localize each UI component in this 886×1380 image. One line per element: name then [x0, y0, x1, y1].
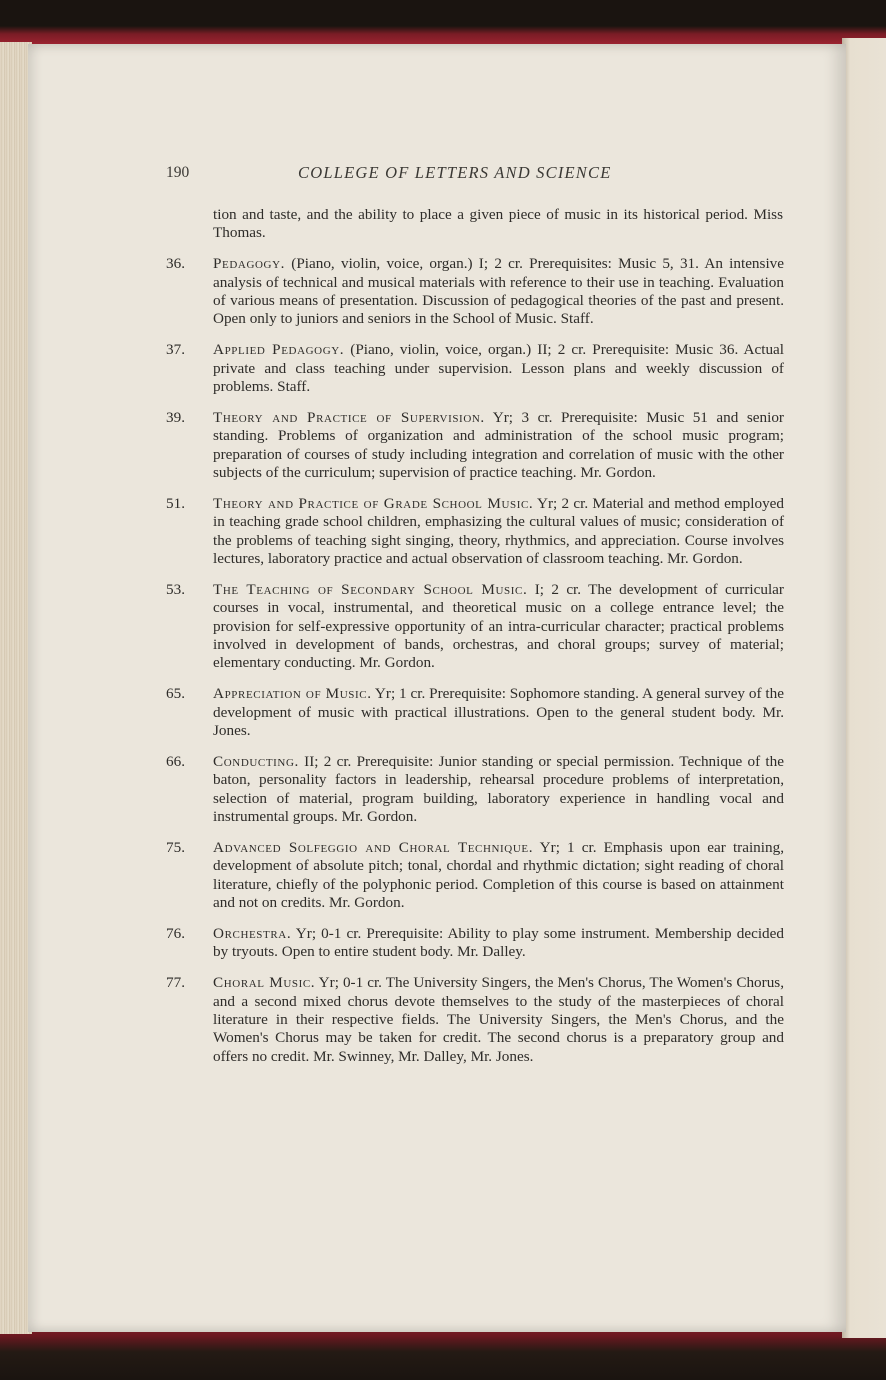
- course-entry: [166, 753, 786, 827]
- course-text: (Piano, violin, voice, organ.) I; 2 cr. Prerequisites: Music 5, 31. An intensive analysis of technical and musical materials with reference to their use in teaching. Evaluation of various means of presentation. Discussion of pedagogical theories of the past and present. Open only to juniors and seniors in the School of Music. Staff.: [213, 255, 784, 328]
- book-cover-top: [0, 0, 886, 50]
- course-number: 53.: [166, 580, 185, 598]
- course-description: [213, 753, 784, 827]
- course-title: The Teaching of Secondary School Music.: [213, 580, 528, 598]
- course-number: 51.: [166, 494, 185, 512]
- continued-paragraph: tion and taste, and the ability to place a given piece of music in its historical period. Miss Thomas.: [213, 206, 783, 242]
- course-title: Conducting.: [213, 752, 299, 770]
- course-number: 66.: [166, 752, 185, 770]
- course-title: Pedagogy.: [213, 255, 286, 273]
- course-text: Yr; 0-1 cr. The University Singers, the Men's Chorus, The Women's Chorus, and a second mixed chorus devote themselves to the study of the masterpieces of choral literature in their respective fields. The University Singers, the Men's Chorus, and the Women's Chorus may be taken for credit. The second chorus is a preparatory group and offers no credit. Mr. Swinney, Mr. Dalley, Mr. Jones.: [213, 974, 784, 1065]
- course-text: (Piano, violin, voice, organ.) II; 2 cr. Prerequisite: Music 36. Actual private and class teaching under supervision. Lesson plans and weekly discussion of problems. Staff.: [213, 341, 784, 396]
- course-title: Choral Music.: [213, 974, 316, 992]
- course-number: 39.: [166, 408, 185, 426]
- course-description: [213, 341, 784, 396]
- course-title: Applied Pedagogy.: [213, 341, 345, 359]
- course-number: 76.: [166, 924, 185, 942]
- course-entry: [166, 409, 786, 483]
- course-text: Yr; 2 cr. Material and method employed in teaching grade school children, emphasizing the cultural values of music; consideration of the problems of teaching sight singing, theory, rhythmics, and appreciation. Course involves lectures, laboratory practice and actual observation of classroom teaching. Mr. Gordon.: [213, 494, 784, 568]
- course-title: Theory and Practice of Supervision.: [213, 408, 485, 426]
- course-entry: [166, 495, 786, 569]
- course-listing: [166, 206, 786, 1066]
- course-text: Yr; 1 cr. Prerequisite: Sophomore standing. A general survey of the development of music with practical illustrations. Open to the general student body. Mr. Jones.: [213, 685, 784, 740]
- course-number: 36.: [166, 255, 185, 273]
- course-description: [213, 255, 784, 329]
- course-text: I; 2 cr. The development of curricular courses in vocal, instrumental, and theoretical music on a college entrance level; the provision for self-expressive opportunity of an intra-curricular character; practical problems involved in development of bands, orchestras, and choral groups; survey of material; elementary conducting. Mr. Gordon.: [213, 580, 784, 672]
- course-entry: [166, 581, 786, 673]
- page-running-title: COLLEGE OF LETTERS AND SCIENCE: [298, 163, 612, 182]
- page-number: 190: [166, 164, 190, 181]
- course-description: [213, 685, 784, 740]
- course-number: 77.: [166, 974, 185, 992]
- course-description: [213, 839, 784, 913]
- course-title: Advanced Solfeggio and Choral Technique.: [213, 838, 534, 856]
- course-entry: [166, 925, 786, 962]
- course-title: Appreciation of Music.: [213, 685, 372, 703]
- course-number: 65.: [166, 685, 185, 703]
- course-description: [213, 581, 784, 673]
- course-text: II; 2 cr. Prerequisite: Junior standing or special permission. Technique of the baton, personality factors in leadership, rehearsal procedure problems of interpretation, selection of material, program building, laboratory experience in handling vocal and instrumental groups. Mr. Gordon.: [213, 752, 784, 826]
- course-text: Yr; 3 cr. Prerequisite: Music 51 and senior standing. Problems of organization and administration of the school music program; preparation of courses of study including integration and correlation of music with the other subjects of the curriculum; supervision of practice teaching. Mr. Gordon.: [213, 408, 784, 482]
- course-list: [166, 255, 786, 1066]
- course-entry: [166, 839, 786, 913]
- course-description: [213, 925, 784, 962]
- course-title: Theory and Practice of Grade School Music.: [213, 494, 534, 512]
- course-text: Yr; 0-1 cr. Prerequisite: Ability to play some instrument. Membership decided by tryouts. Open to entire student body. Mr. Dalley.: [213, 924, 784, 961]
- course-entry: [166, 974, 786, 1066]
- course-description: [213, 495, 784, 569]
- course-entry: [166, 685, 786, 740]
- course-entry: [166, 341, 786, 396]
- course-description: [213, 409, 784, 483]
- course-text: Yr; 1 cr. Emphasis upon ear training, development of absolute pitch; tonal, chordal and rhythmic dictation; sight reading of choral literature, chiefly of the polyphonic period. Completion of this course is based on attainment and not on credits. Mr. Gordon.: [213, 838, 784, 912]
- course-title: Orchestra.: [213, 924, 292, 942]
- running-head: [166, 164, 660, 186]
- next-page-edge: [842, 38, 886, 1338]
- course-number: 75.: [166, 838, 185, 856]
- course-description: [213, 974, 784, 1066]
- course-number: 37.: [166, 341, 185, 359]
- course-entry: [166, 255, 786, 329]
